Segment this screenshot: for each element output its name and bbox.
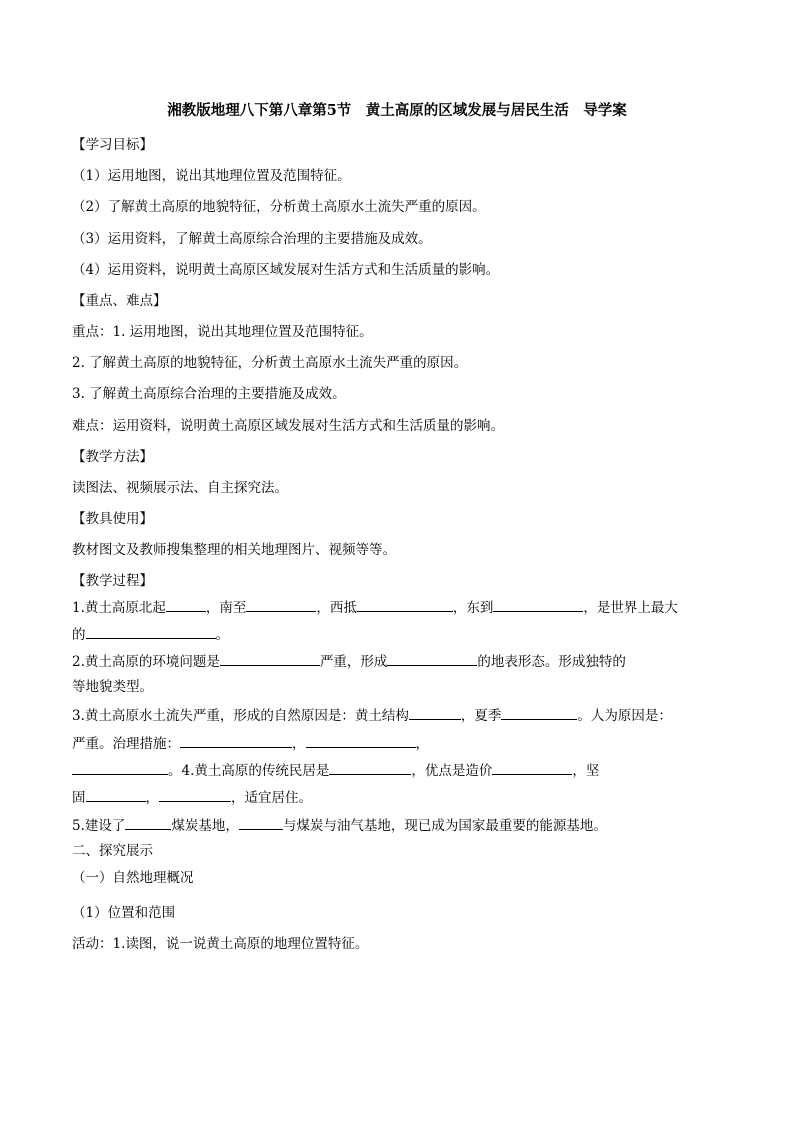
objective-item-3: （3）运用资料，了解黄土高原综合治理的主要措施及成效。 [72, 231, 432, 247]
fill-blank[interactable] [125, 815, 171, 830]
activity-text: 活动：1.读图，说一说黄土高原的地理位置特征。 [72, 936, 369, 952]
key-point-2: 2. 了解黄土高原的地貌特征，分析黄土高原水土流失严重的原因。 [72, 355, 468, 371]
fill-blank[interactable] [493, 597, 583, 612]
methods-text: 读图法、视频展示法、自主探究法。 [72, 480, 288, 496]
fill-blank[interactable] [220, 651, 320, 666]
question-3-line-2: 严重。治理措施： ， ， [72, 733, 722, 753]
question-2-line-1: 2.黄土高原的环境问题是 严重，形成 的地表形态。形成独特的 [72, 651, 722, 671]
fill-blank[interactable] [492, 760, 572, 775]
tools-text: 教材图文及教师搜集整理的相关地理图片、视频等等。 [72, 542, 396, 558]
fill-blank[interactable] [166, 597, 206, 612]
question-3-line-1: 3.黄土高原水土流失严重，形成的自然原因是：黄土结构 ，夏季 。人为原因是： [72, 705, 722, 725]
fill-blank[interactable] [86, 624, 216, 639]
question-4-line-2: 固 ， ，适宜居住。 [72, 787, 722, 807]
objective-item-4: （4）运用资料，说明黄土高原区域发展对生活方式和生活质量的影响。 [72, 262, 500, 278]
fill-blank[interactable] [159, 787, 231, 802]
fill-blank[interactable] [387, 651, 477, 666]
objectives-heading: 【学习目标】 [72, 137, 153, 153]
fill-blank[interactable] [239, 815, 283, 830]
question-1-line-1: 1.黄土高原北起 ，南至 ，西抵 ，东到 ，是世界上最大 [72, 597, 722, 617]
fill-blank[interactable] [329, 760, 411, 775]
explore-subheading-1: （一）自然地理概况 [72, 870, 194, 886]
methods-heading: 【教学方法】 [72, 449, 153, 465]
question-5: 5.建设了 煤炭基地， 与煤炭与油气基地，现已成为国家最重要的能源基地。 [72, 815, 722, 835]
document-title: 湘教版地理八下第八章第5节 黄土高原的区域发展与居民生活 导学案 [167, 102, 627, 119]
fill-blank[interactable] [72, 760, 168, 775]
fill-blank[interactable] [180, 733, 292, 748]
objective-item-1: （1）运用地图，说出其地理位置及范围特征。 [72, 168, 351, 184]
difficult-point: 难点：运用资料，说明黄土高原区域发展对生活方式和生活质量的影响。 [72, 418, 504, 434]
fill-blank[interactable] [501, 705, 577, 720]
process-heading: 【教学过程】 [72, 573, 153, 589]
fill-blank[interactable] [306, 733, 416, 748]
question-4-line-1: 。4.黄土高原的传统民居是 ，优点是造价 ，坚 [72, 760, 722, 780]
fill-blank[interactable] [409, 705, 461, 720]
key-points-heading: 【重点、难点】 [72, 293, 167, 309]
fill-blank[interactable] [86, 787, 146, 802]
key-point-3: 3. 了解黄土高原综合治理的主要措施及成效。 [72, 386, 346, 402]
question-1-line-2: 的 。 [72, 624, 722, 644]
fill-blank[interactable] [357, 597, 453, 612]
explore-heading: 二、探究展示 [72, 843, 153, 859]
question-2-line-2: 等地貌类型。 [72, 679, 153, 695]
key-point-1: 重点：1. 运用地图，说出其地理位置及范围特征。 [72, 324, 373, 340]
objective-item-2: （2）了解黄土高原的地貌特征，分析黄土高原水土流失严重的原因。 [72, 199, 486, 215]
explore-subheading-2: （1）位置和范围 [72, 905, 176, 921]
fill-blank[interactable] [246, 597, 316, 612]
tools-heading: 【教具使用】 [72, 511, 153, 527]
